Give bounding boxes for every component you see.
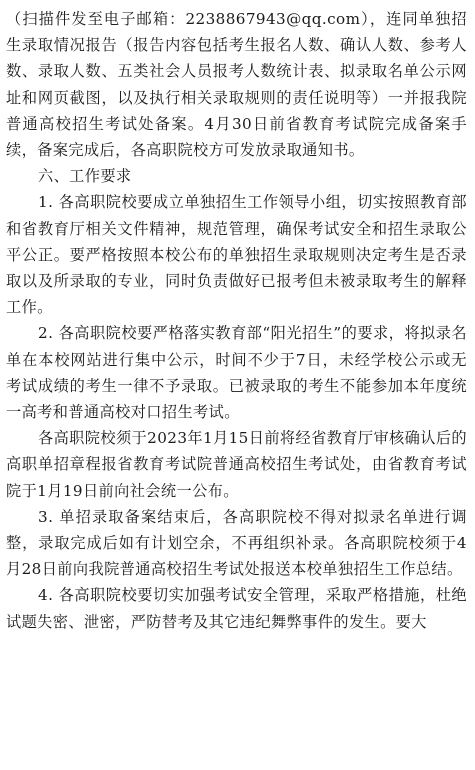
paragraph-requirement-3: 3. 单招录取备案结束后，各高职院校不得对拟录名单进行调整，录取完成后如有计划空余，不再组织补录。各高职院校须于4月28日前向我院普通高校招生考试处报送本校单独招生工作总结。: [6, 507, 467, 579]
paragraph-charter-deadline: 各高职院校须于2023年1月15日前将经省教育厅审核确认后的高职单招章程报省教育考试院普通高校招生考试处，由省教育考试院于1月19日前向社会统一公布。: [6, 429, 467, 500]
section-heading-work-requirements: 六、工作要求: [38, 167, 132, 186]
paragraph-requirement-4: 4. 各高职院校要切实加强考试安全管理，采取严格措施，杜绝试题失密、泄密，严防替考及其它违纪舞弊事件的发生。要大: [6, 586, 467, 631]
paragraph-requirement-2: 2. 各高职院校要严格落实教育部“阳光招生”的要求，将拟录名单在本校网站进行集中公示，时间不少于7日，未经学校公示或无考试成绩的考生一律不予录取。已被录取的考生不能参加本年度统一高考和普通高校对口招生考试。: [6, 324, 467, 422]
paragraph-requirement-1: 1. 各高职院校要成立单独招生工作领导小组，切实按照教育部和省教育厅相关文件精神，规范管理，确保考试安全和招生录取公平公正。要严格按照本校公布的单独招生录取规则决定考生是否录取以及所录取的专业，同时负责做好已报考但未被录取考生的解释工作。: [6, 193, 467, 317]
paragraph-submission-report: （扫描件发至电子邮箱：2238867943@qq.com），连同单独招生录取情况报告（报告内容包括考生报名人数、确认人数、参考人数、录取人数、五类社会人员报考人数统计表、拟录取名单公示网址和网页截图，以及执行相关录取规则的责任说明等）一并报我院普通高校招生考试处备案。4月30日前省教育考试院完成备案手续，备案完成后，各高职院校方可发放录取通知书。: [6, 10, 467, 160]
